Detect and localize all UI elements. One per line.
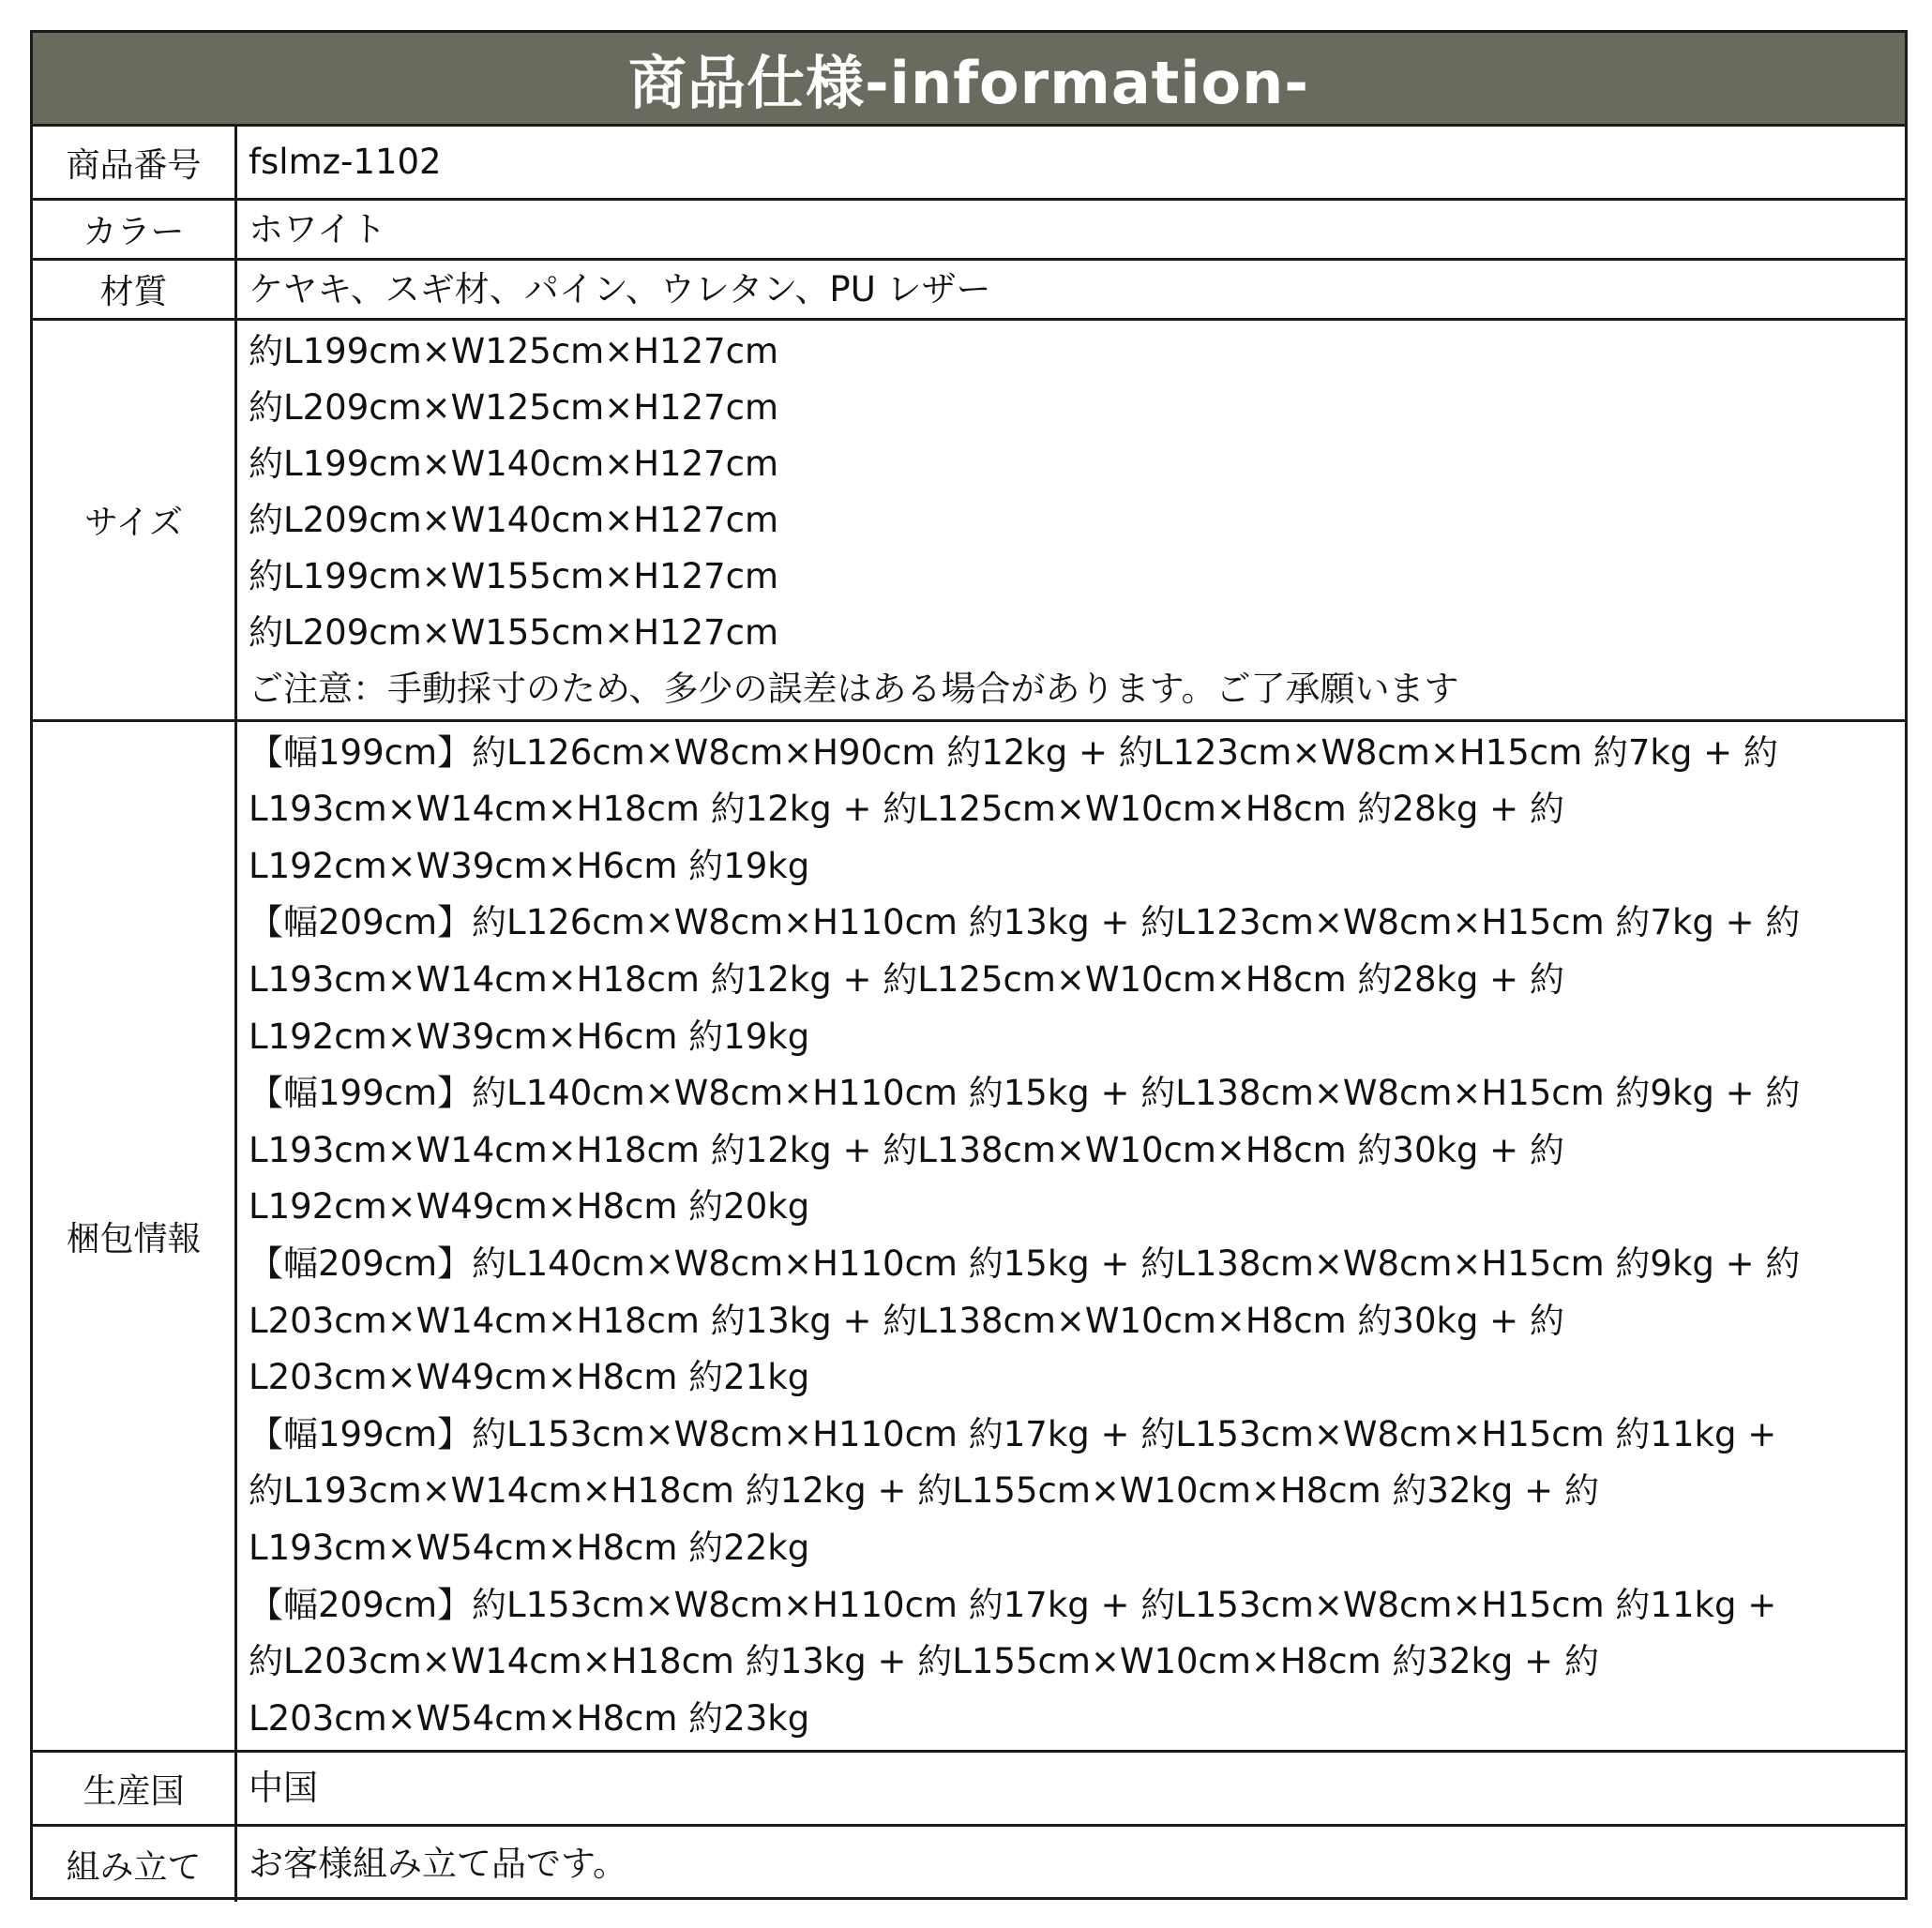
size-line: 約L209cm×W140cm×H127cm xyxy=(249,499,779,540)
row-label: 梱包情報 xyxy=(33,722,237,1750)
packing-line: L192cm×W39cm×H6cm 約19kg xyxy=(249,1016,810,1057)
packing-line: 【幅209cm】約L153cm×W8cm×H110cm 約17kg + 約L153cm×W8cm×H15cm 約11kg + xyxy=(249,1584,1777,1625)
size-line: 約L199cm×W140cm×H127cm xyxy=(249,443,779,484)
packing-line: L203cm×W14cm×H18cm 約13kg + 約L138cm×W10cm×H8cm 約30kg + 約 xyxy=(249,1300,1564,1341)
size-note: ご注意：手動採寸のため、多少の誤差はある場合があります。ご了承願います xyxy=(249,668,1459,709)
row-label: 生産国 xyxy=(33,1753,237,1824)
packing-line: 【幅199cm】約L153cm×W8cm×H110cm 約17kg + 約L153cm×W8cm×H15cm 約11kg + xyxy=(249,1413,1777,1454)
material-text: ケヤキ、スギ材、パイン、ウレタン、PU レザー xyxy=(249,268,991,309)
row-label: 商品番号 xyxy=(33,127,237,198)
packing-line: L203cm×W54cm×H8cm 約23kg xyxy=(249,1697,810,1739)
assembly-text: お客様組み立て品です。 xyxy=(249,1844,628,1884)
row-value xyxy=(237,1827,1905,1902)
packing-line: 【幅199cm】約L140cm×W8cm×H110cm 約15kg + 約L138cm×W8cm×H15cm 約9kg + 約 xyxy=(249,1073,1801,1114)
size-line: 約L209cm×W155cm×H127cm xyxy=(249,611,779,653)
row-value xyxy=(237,127,1905,198)
row-label: カラー xyxy=(33,201,237,258)
packing-line: L203cm×W49cm×H8cm 約21kg xyxy=(249,1357,810,1398)
packing-line: 【幅209cm】約L126cm×W8cm×H110cm 約13kg + 約L123cm×W8cm×H15cm 約7kg + 約 xyxy=(249,902,1801,943)
packing-line: 約L193cm×W14cm×H18cm 約12kg + 約L155cm×W10cm×H8cm 約32kg + 約 xyxy=(249,1470,1599,1512)
row-value xyxy=(237,261,1905,318)
row-label: 組み立て xyxy=(33,1827,237,1902)
origin-text: 中国 xyxy=(249,1768,318,1808)
packing-line: 【幅209cm】約L140cm×W8cm×H110cm 約15kg + 約L138cm×W8cm×H15cm 約9kg + 約 xyxy=(249,1243,1801,1284)
row-origin xyxy=(33,1753,1905,1827)
packing-line: L193cm×W14cm×H18cm 約12kg + 約L125cm×W10cm×H8cm 約28kg + 約 xyxy=(249,789,1564,830)
size-line: 約L209cm×W125cm×H127cm xyxy=(249,386,779,428)
product-number-text: fslmz-1102 xyxy=(249,142,442,182)
size-line: 約L199cm×W125cm×H127cm xyxy=(249,330,779,371)
row-label: 材質 xyxy=(33,261,237,318)
row-value xyxy=(237,321,1905,719)
row-color xyxy=(33,201,1905,261)
row-product-number xyxy=(33,127,1905,201)
row-material xyxy=(33,261,1905,321)
row-size xyxy=(33,321,1905,722)
packing-line: 約L203cm×W14cm×H18cm 約13kg + 約L155cm×W10cm×H8cm 約32kg + 約 xyxy=(249,1641,1599,1682)
row-value xyxy=(237,201,1905,258)
packing-line: L192cm×W49cm×H8cm 約20kg xyxy=(249,1186,810,1228)
color-text: ホワイト xyxy=(249,208,386,249)
spec-table xyxy=(30,30,1908,1900)
size-line: 約L199cm×W155cm×H127cm xyxy=(249,555,779,596)
packing-line: L193cm×W14cm×H18cm 約12kg + 約L125cm×W10cm×H8cm 約28kg + 約 xyxy=(249,959,1564,1001)
row-packing xyxy=(33,722,1905,1753)
packing-line: L193cm×W14cm×H18cm 約12kg + 約L138cm×W10cm×H8cm 約30kg + 約 xyxy=(249,1129,1564,1170)
packing-line: L193cm×W54cm×H8cm 約22kg xyxy=(249,1527,810,1568)
row-label: サイズ xyxy=(33,321,237,719)
packing-line: L192cm×W39cm×H6cm 約19kg xyxy=(249,845,810,886)
row-assembly xyxy=(33,1827,1905,1902)
row-value xyxy=(237,1753,1905,1824)
page-title: 商品仕様-information- xyxy=(33,33,1905,127)
packing-line: 【幅199cm】約L126cm×W8cm×H90cm 約12kg + 約L123cm×W8cm×H15cm 約7kg + 約 xyxy=(249,731,1778,773)
row-value xyxy=(237,722,1905,1750)
